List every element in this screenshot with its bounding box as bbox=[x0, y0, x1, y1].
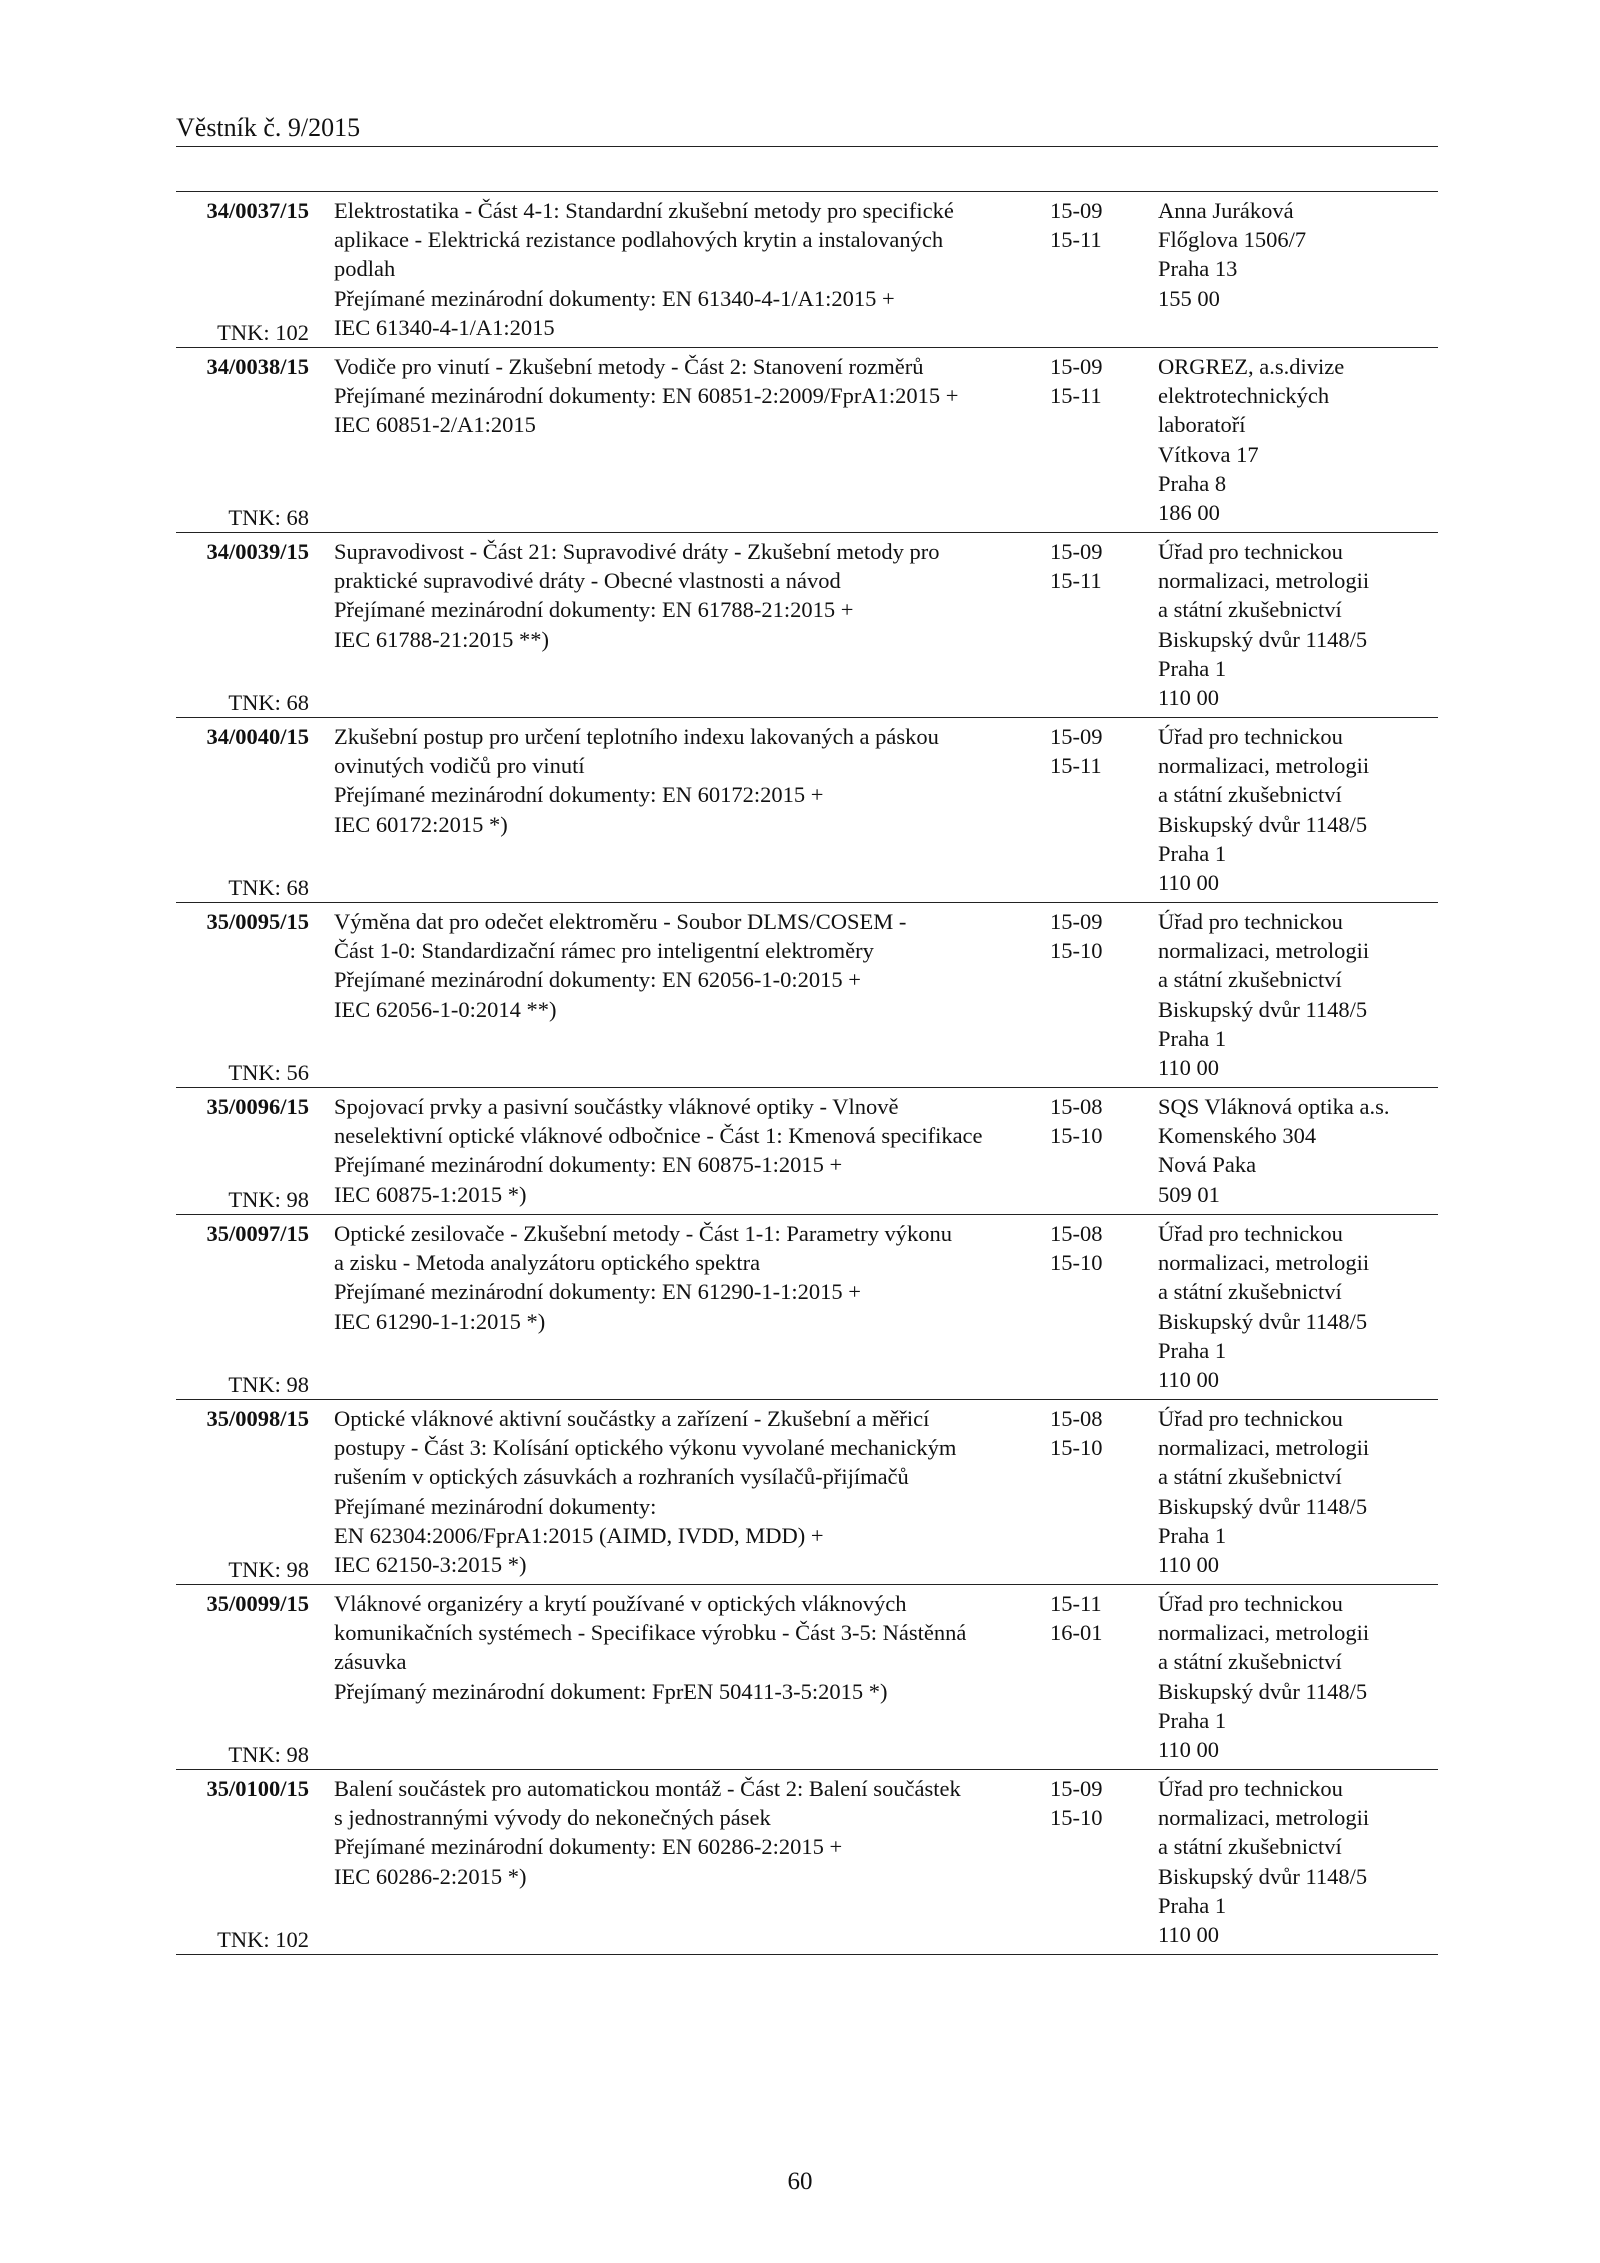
entry-code-cell bbox=[176, 907, 309, 1087]
address-line: Biskupský dvůr 1148/5 bbox=[1158, 626, 1368, 652]
entry-address bbox=[1158, 1404, 1438, 1584]
entry-description bbox=[334, 1219, 1050, 1399]
description-line: Přejímané mezinárodní dokumenty: EN 61290-1-1:2015 + bbox=[334, 1279, 861, 1305]
address-line: Nová Paka bbox=[1158, 1152, 1257, 1178]
entry-dates bbox=[1050, 1092, 1150, 1214]
entry-dates bbox=[1050, 1404, 1150, 1584]
entry-code-cell bbox=[176, 1774, 309, 1954]
description-line: a zisku - Metoda analyzátoru optického spektra bbox=[334, 1250, 761, 1276]
description-line: s jednostrannými vývody do nekonečných pásek bbox=[334, 1805, 771, 1831]
entry-row bbox=[176, 192, 1438, 348]
description-line: Přejímané mezinárodní dokumenty: bbox=[334, 1493, 657, 1519]
address-line: Úřad pro technickou bbox=[1158, 909, 1343, 934]
entry-code-cell bbox=[176, 1092, 309, 1214]
entry-address bbox=[1158, 722, 1438, 902]
entry-row bbox=[176, 718, 1438, 903]
description-line: IEC 61340-4-1/A1:2015 bbox=[334, 314, 555, 340]
date-line: 15-11 bbox=[1050, 568, 1102, 594]
description-line: postupy - Část 3: Kolísání optického výkonu vyvolané mechanickým bbox=[334, 1435, 957, 1461]
entry-address bbox=[1158, 537, 1438, 717]
date-line: 15-10 bbox=[1050, 1435, 1103, 1461]
address-line: 110 00 bbox=[1158, 1055, 1220, 1081]
entry-description bbox=[334, 352, 1050, 532]
entry-dates bbox=[1050, 1219, 1150, 1399]
description-line: ovinutých vodičů pro vinutí bbox=[334, 753, 585, 779]
entry-description bbox=[334, 722, 1050, 902]
entry-number: 35/0100/15 bbox=[206, 1776, 309, 1801]
description-line: Supravodivost - Část 21: Supravodivé dráty - Zkušební metody pro bbox=[334, 539, 940, 564]
address-line: elektrotechnických bbox=[1158, 383, 1330, 409]
address-line: 110 00 bbox=[1158, 1737, 1220, 1763]
entry-address bbox=[1158, 1589, 1438, 1769]
address-line: Praha 1 bbox=[1158, 1707, 1227, 1733]
address-line: Anna Juráková bbox=[1158, 198, 1294, 223]
address-line: 110 00 bbox=[1158, 685, 1220, 711]
description-line: Část 1-0: Standardizační rámec pro inteligentní elektroměry bbox=[334, 938, 874, 964]
entry-description bbox=[334, 1589, 1050, 1769]
entry-address bbox=[1158, 352, 1438, 532]
entry-code-cell bbox=[176, 722, 309, 902]
date-line: 15-10 bbox=[1050, 1123, 1103, 1149]
address-line: 110 00 bbox=[1158, 1552, 1220, 1578]
description-line: IEC 61290-1-1:2015 *) bbox=[334, 1308, 546, 1334]
entry-code-cell bbox=[176, 537, 309, 717]
address-line: a státní zkušebnictví bbox=[1158, 782, 1342, 808]
entry-address bbox=[1158, 1092, 1438, 1214]
description-line: Balení součástek pro automatickou montáž - Část 2: Balení součástek bbox=[334, 1776, 961, 1801]
date-line: 15-09 bbox=[1050, 724, 1103, 749]
address-line: ORGREZ, a.s.divize bbox=[1158, 354, 1345, 379]
date-line: 15-10 bbox=[1050, 938, 1103, 964]
entry-dates bbox=[1050, 722, 1150, 902]
date-line: 15-11 bbox=[1050, 1591, 1102, 1616]
description-line: IEC 60286-2:2015 *) bbox=[334, 1863, 527, 1889]
address-line: a státní zkušebnictví bbox=[1158, 967, 1342, 993]
entry-row bbox=[176, 1400, 1438, 1585]
address-line: normalizaci, metrologii bbox=[1158, 753, 1370, 779]
address-line: Praha 1 bbox=[1158, 840, 1227, 866]
entry-code-cell bbox=[176, 1219, 309, 1399]
address-line: 110 00 bbox=[1158, 1922, 1220, 1948]
entry-number: 35/0099/15 bbox=[206, 1591, 309, 1616]
description-line: IEC 60875-1:2015 *) bbox=[334, 1181, 527, 1207]
entry-code-cell bbox=[176, 1589, 309, 1769]
address-line: a státní zkušebnictví bbox=[1158, 1834, 1342, 1860]
date-line: 15-09 bbox=[1050, 539, 1103, 564]
entry-address bbox=[1158, 196, 1438, 347]
address-line: Biskupský dvůr 1148/5 bbox=[1158, 996, 1368, 1022]
entry-tnk: TNK: 98 bbox=[228, 1556, 309, 1582]
address-line: Úřad pro technickou bbox=[1158, 1776, 1343, 1801]
address-line: normalizaci, metrologii bbox=[1158, 938, 1370, 964]
date-line: 15-09 bbox=[1050, 354, 1103, 379]
address-line: Biskupský dvůr 1148/5 bbox=[1158, 811, 1368, 837]
entry-description bbox=[334, 1404, 1050, 1584]
entry-number: 34/0038/15 bbox=[206, 354, 309, 379]
description-line: Přejímané mezinárodní dokumenty: EN 61788-21:2015 + bbox=[334, 597, 854, 623]
description-line: aplikace - Elektrická rezistance podlahových krytin a instalovaných bbox=[334, 227, 944, 253]
entry-number: 34/0039/15 bbox=[206, 539, 309, 564]
address-line: Praha 13 bbox=[1158, 256, 1238, 282]
description-line: komunikačních systémech - Specifikace výrobku - Část 3-5: Nástěnná bbox=[334, 1620, 967, 1646]
entry-dates bbox=[1050, 1774, 1150, 1954]
description-line: Výměna dat pro odečet elektroměru - Soubor DLMS/COSEM - bbox=[334, 909, 907, 934]
date-line: 15-08 bbox=[1050, 1406, 1103, 1431]
address-line: Biskupský dvůr 1148/5 bbox=[1158, 1493, 1368, 1519]
address-line: a státní zkušebnictví bbox=[1158, 1464, 1342, 1490]
address-line: 110 00 bbox=[1158, 1367, 1220, 1393]
address-line: 186 00 bbox=[1158, 500, 1220, 526]
date-line: 15-11 bbox=[1050, 227, 1102, 253]
entry-row bbox=[176, 1215, 1438, 1400]
address-line: Praha 1 bbox=[1158, 1892, 1227, 1918]
entry-code-cell bbox=[176, 1404, 309, 1584]
address-line: Úřad pro technickou bbox=[1158, 1591, 1343, 1616]
description-line: IEC 60851-2/A1:2015 bbox=[334, 412, 536, 438]
address-line: a státní zkušebnictví bbox=[1158, 597, 1342, 623]
address-line: Biskupský dvůr 1148/5 bbox=[1158, 1863, 1368, 1889]
entry-row bbox=[176, 1088, 1438, 1215]
date-line: 15-10 bbox=[1050, 1805, 1103, 1831]
address-line: 509 01 bbox=[1158, 1181, 1220, 1207]
date-line: 15-11 bbox=[1050, 383, 1102, 409]
address-line: Praha 1 bbox=[1158, 1025, 1227, 1051]
entry-description bbox=[334, 537, 1050, 717]
entry-dates bbox=[1050, 907, 1150, 1087]
entry-description bbox=[334, 1092, 1050, 1214]
address-line: 110 00 bbox=[1158, 870, 1220, 896]
entry-dates bbox=[1050, 352, 1150, 532]
date-line: 15-09 bbox=[1050, 909, 1103, 934]
entry-dates bbox=[1050, 196, 1150, 347]
description-line: Přejímané mezinárodní dokumenty: EN 60286-2:2015 + bbox=[334, 1834, 843, 1860]
description-line: Přejímané mezinárodní dokumenty: EN 60851-2:2009/FprA1:2015 + bbox=[334, 383, 959, 409]
description-line: Přejímané mezinárodní dokumenty: EN 60172:2015 + bbox=[334, 782, 824, 808]
entry-code-cell bbox=[176, 196, 309, 347]
page-header bbox=[176, 110, 1438, 147]
description-line: IEC 60172:2015 *) bbox=[334, 811, 508, 837]
entry-tnk: TNK: 98 bbox=[228, 1741, 309, 1767]
entry-tnk: TNK: 98 bbox=[228, 1186, 309, 1212]
address-line: Praha 1 bbox=[1158, 1522, 1227, 1548]
entry-row bbox=[176, 1770, 1438, 1955]
date-line: 15-09 bbox=[1050, 198, 1103, 223]
address-line: a státní zkušebnictví bbox=[1158, 1649, 1342, 1675]
address-line: normalizaci, metrologii bbox=[1158, 568, 1370, 594]
address-line: Úřad pro technickou bbox=[1158, 539, 1343, 564]
description-line: Vodiče pro vinutí - Zkušební metody - Část 2: Stanovení rozměrů bbox=[334, 354, 924, 379]
entry-number: 35/0097/15 bbox=[206, 1221, 309, 1246]
entry-tnk: TNK: 68 bbox=[228, 504, 309, 530]
description-line: Přejímaný mezinárodní dokument: FprEN 50411-3-5:2015 *) bbox=[334, 1678, 888, 1704]
address-line: normalizaci, metrologii bbox=[1158, 1250, 1370, 1276]
address-line: SQS Vláknová optika a.s. bbox=[1158, 1094, 1390, 1119]
description-line: Přejímané mezinárodní dokumenty: EN 60875-1:2015 + bbox=[334, 1152, 843, 1178]
entry-dates bbox=[1050, 1589, 1150, 1769]
description-line: Zkušební postup pro určení teplotního indexu lakovaných a páskou bbox=[334, 724, 939, 749]
date-line: 16-01 bbox=[1050, 1620, 1103, 1646]
address-line: Biskupský dvůr 1148/5 bbox=[1158, 1678, 1368, 1704]
entry-row bbox=[176, 903, 1438, 1088]
entry-row bbox=[176, 348, 1438, 533]
entry-address bbox=[1158, 907, 1438, 1087]
description-line: praktické supravodivé dráty - Obecné vlastnosti a návod bbox=[334, 568, 841, 594]
entry-description bbox=[334, 196, 1050, 347]
address-line: Praha 8 bbox=[1158, 470, 1227, 496]
address-line: Praha 1 bbox=[1158, 655, 1227, 681]
entry-row bbox=[176, 1585, 1438, 1770]
entry-code-cell bbox=[176, 352, 309, 532]
entry-dates bbox=[1050, 537, 1150, 717]
address-line: normalizaci, metrologii bbox=[1158, 1620, 1370, 1646]
description-line: Přejímané mezinárodní dokumenty: EN 62056-1-0:2015 + bbox=[334, 967, 861, 993]
entry-address bbox=[1158, 1774, 1438, 1954]
address-line: Praha 1 bbox=[1158, 1337, 1227, 1363]
address-line: Úřad pro technickou bbox=[1158, 1221, 1343, 1246]
description-line: IEC 62150-3:2015 *) bbox=[334, 1552, 527, 1578]
entry-tnk: TNK: 98 bbox=[228, 1371, 309, 1397]
description-line: IEC 62056-1-0:2014 **) bbox=[334, 996, 557, 1022]
entry-number: 35/0098/15 bbox=[206, 1406, 309, 1431]
description-line: zásuvka bbox=[334, 1649, 407, 1675]
entry-description bbox=[334, 1774, 1050, 1954]
description-line: Přejímané mezinárodní dokumenty: EN 61340-4-1/A1:2015 + bbox=[334, 285, 895, 311]
date-line: 15-11 bbox=[1050, 753, 1102, 779]
address-line: Úřad pro technickou bbox=[1158, 724, 1343, 749]
description-line: neselektivní optické vláknové odbočnice - Část 1: Kmenová specifikace bbox=[334, 1123, 983, 1149]
address-line: a státní zkušebnictví bbox=[1158, 1279, 1342, 1305]
description-line: Optické zesilovače - Zkušební metody - Část 1-1: Parametry výkonu bbox=[334, 1221, 952, 1246]
entry-address bbox=[1158, 1219, 1438, 1399]
page-number: 60 bbox=[787, 2168, 813, 2195]
entry-number: 34/0037/15 bbox=[206, 198, 309, 223]
date-line: 15-08 bbox=[1050, 1221, 1103, 1246]
entry-tnk: TNK: 56 bbox=[228, 1059, 309, 1085]
description-line: EN 62304:2006/FprA1:2015 (AIMD, IVDD, MDD) + bbox=[334, 1522, 824, 1548]
entry-number: 35/0096/15 bbox=[206, 1094, 309, 1119]
description-line: Elektrostatika - Část 4-1: Standardní zkušební metody pro specifické bbox=[334, 198, 954, 223]
address-line: 155 00 bbox=[1158, 285, 1220, 311]
address-line: laboratoří bbox=[1158, 412, 1246, 438]
address-line: Úřad pro technickou bbox=[1158, 1406, 1343, 1431]
entry-tnk: TNK: 68 bbox=[228, 689, 309, 715]
address-line: normalizaci, metrologii bbox=[1158, 1805, 1370, 1831]
address-line: Biskupský dvůr 1148/5 bbox=[1158, 1308, 1368, 1334]
entry-tnk: TNK: 102 bbox=[217, 1926, 309, 1952]
description-line: Vláknové organizéry a krytí používané v optických vláknových bbox=[334, 1591, 907, 1616]
date-line: 15-10 bbox=[1050, 1250, 1103, 1276]
entry-row bbox=[176, 533, 1438, 718]
description-line: IEC 61788-21:2015 **) bbox=[334, 626, 549, 652]
address-line: Flőglova 1506/7 bbox=[1158, 227, 1307, 253]
journal-title: Věstník č. 9/2015 bbox=[176, 113, 361, 142]
entry-tnk: TNK: 102 bbox=[217, 319, 309, 345]
entry-description bbox=[334, 907, 1050, 1087]
entry-tnk: TNK: 68 bbox=[228, 874, 309, 900]
date-line: 15-09 bbox=[1050, 1776, 1103, 1801]
description-line: Optické vláknové aktivní součástky a zařízení - Zkušební a měřicí bbox=[334, 1406, 930, 1431]
entry-number: 34/0040/15 bbox=[206, 724, 309, 749]
address-line: Komenského 304 bbox=[1158, 1123, 1317, 1149]
description-line: rušením v optických zásuvkách a rozhraních vysílačů-přijímačů bbox=[334, 1464, 909, 1490]
description-line: Spojovací prvky a pasivní součástky vláknové optiky - Vlnově bbox=[334, 1094, 899, 1119]
address-line: Vítkova 17 bbox=[1158, 441, 1259, 467]
entries-table bbox=[176, 191, 1438, 1955]
entry-number: 35/0095/15 bbox=[206, 909, 309, 934]
address-line: normalizaci, metrologii bbox=[1158, 1435, 1370, 1461]
description-line: podlah bbox=[334, 256, 396, 282]
date-line: 15-08 bbox=[1050, 1094, 1103, 1119]
